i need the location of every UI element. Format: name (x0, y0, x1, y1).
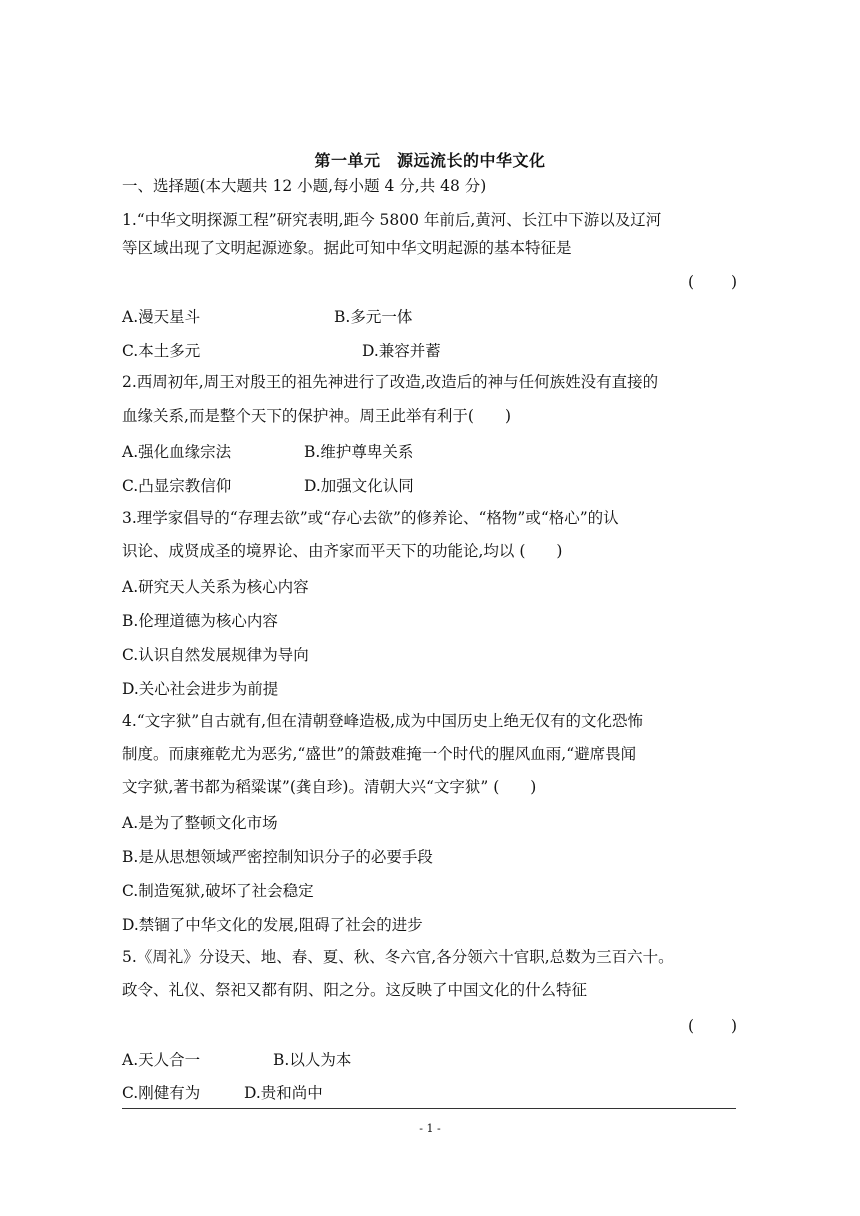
footer-rule (122, 1108, 736, 1109)
q3-line-2: 识论、成贤成圣的境界论、由齐家而平天下的功能论,均以 ( ) (122, 542, 563, 560)
q1-answer-paren: ( ) (688, 273, 740, 291)
page-number: - 1 - (419, 1122, 441, 1135)
q1-option-a: A.漫天星斗 (122, 308, 201, 326)
q3-option-a: A.研究天人关系为核心内容 (122, 578, 309, 596)
q5-option-a: A.天人合一 (122, 1051, 201, 1069)
q2-option-b: B.维护尊卑关系 (304, 443, 414, 461)
q5-option-c: C.刚健有为 (122, 1084, 201, 1102)
q4-line-1: 4.“文字狱”自古就有,但在清朝登峰造极,成为中国历史上绝无仅有的文化恐怖 (122, 712, 643, 730)
q3-option-c: C.认识自然发展规律为导向 (122, 646, 309, 664)
q4-option-b: B.是从思想领域严密控制知识分子的必要手段 (122, 848, 433, 866)
q5-line-2: 政令、礼仪、祭祀又都有阴、阳之分。这反映了中国文化的什么特征 (122, 981, 588, 999)
section-heading: 一、选择题(本大题共 12 小题,每小题 4 分,共 48 分) (122, 177, 487, 195)
unit-title: 第一单元 源远流长的中华文化 (314, 151, 546, 170)
q5-line-1: 5.《周礼》分设天、地、春、夏、秋、冬六官,各分领六十官职,总数为三百六十。 (122, 948, 674, 966)
q4-option-d: D.禁锢了中华文化的发展,阻碍了社会的进步 (122, 916, 423, 934)
q2-option-d: D.加强文化认同 (304, 477, 414, 495)
q3-option-d: D.关心社会进步为前提 (122, 680, 279, 698)
q2-line-2: 血缘关系,而是整个天下的保护神。周王此举有利于( ) (122, 407, 512, 425)
q4-line-3: 文字狱,著书都为稻粱谋”(龚自珍)。清朝大兴“文字狱” ( ) (122, 778, 537, 796)
q1-option-b: B.多元一体 (334, 308, 413, 326)
q5-option-d: D.贵和尚中 (244, 1084, 323, 1102)
q4-option-a: A.是为了整顿文化市场 (122, 814, 278, 832)
q1-option-c: C.本土多元 (122, 342, 201, 360)
q2-option-a: A.强化血缘宗法 (122, 443, 232, 461)
q4-option-c: C.制造冤狱,破坏了社会稳定 (122, 882, 314, 900)
q5-option-b: B.以人为本 (273, 1051, 352, 1069)
q3-line-1: 3.理学家倡导的“存理去欲”或“存心去欲”的修养论、“格物”或“格心”的认 (122, 509, 619, 527)
q1-option-d: D.兼容并蓄 (362, 342, 441, 360)
q5-answer-paren: ( ) (688, 1017, 740, 1035)
q2-line-1: 2.西周初年,周王对殷王的祖先神进行了改造,改造后的神与任何族姓没有直接的 (122, 373, 659, 391)
q4-line-2: 制度。而康雍乾尤为恶劣,“盛世”的箫鼓难掩一个时代的腥风血雨,“避席畏闻 (122, 745, 637, 763)
q2-option-c: C.凸显宗教信仰 (122, 477, 232, 495)
q1-line-1: 1.“中华文明探源工程”研究表明,距今 5800 年前后,黄河、长江中下游以及辽河 (122, 211, 662, 229)
q3-option-b: B.伦理道德为核心内容 (122, 612, 278, 630)
q1-line-2: 等区域出现了文明起源迹象。据此可知中华文明起源的基本特征是 (122, 239, 572, 257)
